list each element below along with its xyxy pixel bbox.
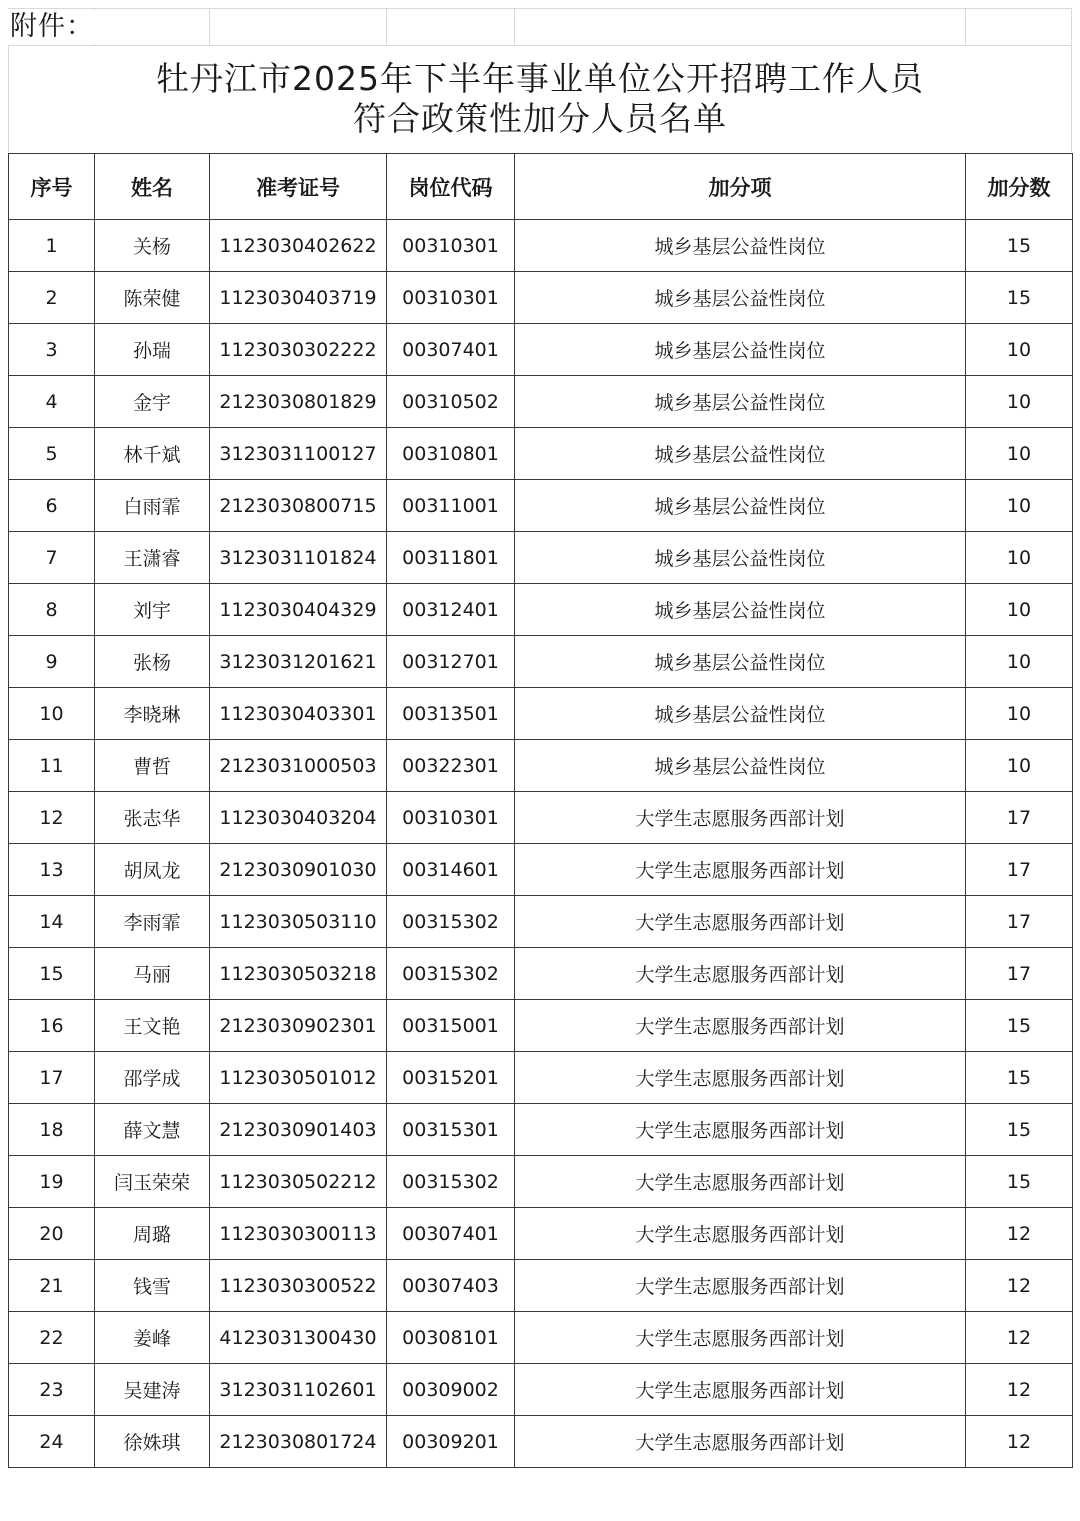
cell-exam-number: 1123030403719 — [210, 272, 387, 324]
cell-bonus-points: 17 — [966, 948, 1073, 1000]
cell-exam-number: 1123030404329 — [210, 584, 387, 636]
cell-bonus-item: 大学生志愿服务西部计划 — [515, 1156, 966, 1208]
header-bonus-points: 加分数 — [966, 154, 1073, 220]
cell-name: 关杨 — [95, 220, 210, 272]
cell-exam-number: 1123030402622 — [210, 220, 387, 272]
cell-bonus-points: 17 — [966, 792, 1073, 844]
cell-name: 马丽 — [95, 948, 210, 1000]
cell-bonus-item: 城乡基层公益性岗位 — [515, 688, 966, 740]
cell-post-code: 00308101 — [387, 1312, 515, 1364]
table-row — [9, 1416, 1073, 1468]
table-row — [9, 272, 1073, 324]
cell-name: 林千斌 — [95, 428, 210, 480]
cell-name: 李晓琳 — [95, 688, 210, 740]
table-row — [9, 1156, 1073, 1208]
header-name: 姓名 — [95, 154, 210, 220]
cell-bonus-points: 17 — [966, 896, 1073, 948]
cell-post-code: 00312401 — [387, 584, 515, 636]
cell-bonus-item: 大学生志愿服务西部计划 — [515, 1104, 966, 1156]
page-title: 牡丹江市2025年下半年事业单位公开招聘工作人员 — [156, 59, 924, 98]
cell-bonus-points: 15 — [966, 1052, 1073, 1104]
table-row — [9, 584, 1073, 636]
cell-post-code: 00307401 — [387, 324, 515, 376]
table-row — [9, 1104, 1073, 1156]
cell-bonus-points: 10 — [966, 740, 1073, 792]
table-row — [9, 1364, 1073, 1416]
cell-serial: 5 — [9, 428, 95, 480]
cell-serial: 12 — [9, 792, 95, 844]
page-subtitle: 符合政策性加分人员名单 — [353, 99, 727, 138]
cell-bonus-item: 大学生志愿服务西部计划 — [515, 1208, 966, 1260]
cell-bonus-points: 15 — [966, 272, 1073, 324]
cell-name: 王潇睿 — [95, 532, 210, 584]
cell-exam-number: 4123031300430 — [210, 1312, 387, 1364]
cell-post-code: 00322301 — [387, 740, 515, 792]
table-row — [9, 1312, 1073, 1364]
cell-serial: 4 — [9, 376, 95, 428]
header-bonus-item: 加分项 — [515, 154, 966, 220]
cell-name: 胡凤龙 — [95, 844, 210, 896]
cell-exam-number: 1123030403301 — [210, 688, 387, 740]
cell-name: 李雨霏 — [95, 896, 210, 948]
cell-post-code: 00310301 — [387, 220, 515, 272]
cell-serial: 10 — [9, 688, 95, 740]
cell-bonus-item: 大学生志愿服务西部计划 — [515, 1364, 966, 1416]
table-row — [9, 844, 1073, 896]
cell-name: 周璐 — [95, 1208, 210, 1260]
cell-serial: 18 — [9, 1104, 95, 1156]
cell-post-code: 00314601 — [387, 844, 515, 896]
cell-exam-number: 2123030801724 — [210, 1416, 387, 1468]
cell-bonus-item: 城乡基层公益性岗位 — [515, 480, 966, 532]
cell-post-code: 00311001 — [387, 480, 515, 532]
table-header-row — [9, 154, 1073, 220]
cell-serial: 24 — [9, 1416, 95, 1468]
cell-serial: 8 — [9, 584, 95, 636]
cell-bonus-points: 12 — [966, 1416, 1073, 1468]
cell-exam-number: 1123030300113 — [210, 1208, 387, 1260]
cell-exam-number: 1123030302222 — [210, 324, 387, 376]
cell-name: 白雨霏 — [95, 480, 210, 532]
cell-exam-number: 1123030300522 — [210, 1260, 387, 1312]
cell-bonus-item: 城乡基层公益性岗位 — [515, 220, 966, 272]
table-row — [9, 948, 1073, 1000]
table-row — [9, 532, 1073, 584]
cell-bonus-points: 10 — [966, 324, 1073, 376]
cell-serial: 15 — [9, 948, 95, 1000]
cell-bonus-item: 大学生志愿服务西部计划 — [515, 1312, 966, 1364]
cell-post-code: 00315302 — [387, 896, 515, 948]
cell-serial: 22 — [9, 1312, 95, 1364]
cell-name: 吴建涛 — [95, 1364, 210, 1416]
table-row — [9, 376, 1073, 428]
cell-bonus-item: 城乡基层公益性岗位 — [515, 584, 966, 636]
cell-name: 姜峰 — [95, 1312, 210, 1364]
cell-name: 徐姝琪 — [95, 1416, 210, 1468]
cell-name: 闫玉荣荣 — [95, 1156, 210, 1208]
cell-post-code: 00307403 — [387, 1260, 515, 1312]
cell-bonus-item: 城乡基层公益性岗位 — [515, 376, 966, 428]
cell-bonus-item: 城乡基层公益性岗位 — [515, 740, 966, 792]
table-row — [9, 688, 1073, 740]
table-row — [9, 1000, 1073, 1052]
cell-exam-number: 2123030901030 — [210, 844, 387, 896]
cell-exam-number: 3123031102601 — [210, 1364, 387, 1416]
cell-post-code: 00315001 — [387, 1000, 515, 1052]
table-row — [9, 636, 1073, 688]
table-row — [9, 1208, 1073, 1260]
cell-bonus-item: 城乡基层公益性岗位 — [515, 532, 966, 584]
cell-name: 张杨 — [95, 636, 210, 688]
cell-exam-number: 2123031000503 — [210, 740, 387, 792]
cell-name: 陈荣健 — [95, 272, 210, 324]
cell-serial: 9 — [9, 636, 95, 688]
cell-bonus-item: 城乡基层公益性岗位 — [515, 272, 966, 324]
table-row — [9, 792, 1073, 844]
cell-bonus-item: 大学生志愿服务西部计划 — [515, 1000, 966, 1052]
cell-serial: 23 — [9, 1364, 95, 1416]
cell-post-code: 00315301 — [387, 1104, 515, 1156]
cell-bonus-item: 大学生志愿服务西部计划 — [515, 792, 966, 844]
cell-bonus-points: 12 — [966, 1364, 1073, 1416]
cell-serial: 20 — [9, 1208, 95, 1260]
title-block — [8, 46, 1072, 152]
cell-bonus-item: 城乡基层公益性岗位 — [515, 324, 966, 376]
cell-exam-number: 1123030501012 — [210, 1052, 387, 1104]
cell-serial: 14 — [9, 896, 95, 948]
spreadsheet-gridlines — [8, 8, 1072, 46]
cell-post-code: 00315201 — [387, 1052, 515, 1104]
cell-bonus-item: 大学生志愿服务西部计划 — [515, 1416, 966, 1468]
cell-bonus-points: 15 — [966, 1156, 1073, 1208]
cell-bonus-points: 15 — [966, 1000, 1073, 1052]
cell-bonus-points: 10 — [966, 480, 1073, 532]
cell-post-code: 00309002 — [387, 1364, 515, 1416]
cell-post-code: 00312701 — [387, 636, 515, 688]
cell-bonus-item: 大学生志愿服务西部计划 — [515, 896, 966, 948]
table-row — [9, 1052, 1073, 1104]
cell-post-code: 00310801 — [387, 428, 515, 480]
cell-exam-number: 3123031100127 — [210, 428, 387, 480]
cell-bonus-points: 10 — [966, 428, 1073, 480]
cell-bonus-points: 10 — [966, 532, 1073, 584]
cell-bonus-item: 大学生志愿服务西部计划 — [515, 844, 966, 896]
cell-bonus-item: 大学生志愿服务西部计划 — [515, 1260, 966, 1312]
cell-serial: 3 — [9, 324, 95, 376]
cell-post-code: 00315302 — [387, 1156, 515, 1208]
header-serial: 序号 — [9, 154, 95, 220]
cell-post-code: 00309201 — [387, 1416, 515, 1468]
cell-exam-number: 1123030503110 — [210, 896, 387, 948]
header-post-code: 岗位代码 — [387, 154, 515, 220]
cell-name: 曹哲 — [95, 740, 210, 792]
table-row — [9, 740, 1073, 792]
cell-exam-number: 3123031101824 — [210, 532, 387, 584]
cell-post-code: 00315302 — [387, 948, 515, 1000]
cell-post-code: 00310301 — [387, 792, 515, 844]
table-row — [9, 428, 1073, 480]
cell-exam-number: 3123031201621 — [210, 636, 387, 688]
cell-post-code: 00307401 — [387, 1208, 515, 1260]
cell-bonus-points: 10 — [966, 636, 1073, 688]
cell-exam-number: 2123030800715 — [210, 480, 387, 532]
cell-bonus-points: 12 — [966, 1208, 1073, 1260]
cell-bonus-points: 10 — [966, 584, 1073, 636]
cell-bonus-points: 10 — [966, 376, 1073, 428]
cell-exam-number: 1123030503218 — [210, 948, 387, 1000]
cell-serial: 1 — [9, 220, 95, 272]
cell-bonus-item: 大学生志愿服务西部计划 — [515, 948, 966, 1000]
table-row — [9, 324, 1073, 376]
cell-serial: 21 — [9, 1260, 95, 1312]
cell-name: 张志华 — [95, 792, 210, 844]
cell-serial: 19 — [9, 1156, 95, 1208]
cell-post-code: 00311801 — [387, 532, 515, 584]
bonus-points-table — [8, 153, 1073, 1468]
cell-post-code: 00310502 — [387, 376, 515, 428]
cell-serial: 16 — [9, 1000, 95, 1052]
cell-name: 王文艳 — [95, 1000, 210, 1052]
cell-bonus-points: 12 — [966, 1260, 1073, 1312]
cell-name: 钱雪 — [95, 1260, 210, 1312]
cell-serial: 7 — [9, 532, 95, 584]
cell-name: 薛文慧 — [95, 1104, 210, 1156]
cell-bonus-item: 大学生志愿服务西部计划 — [515, 1052, 966, 1104]
cell-bonus-points: 12 — [966, 1312, 1073, 1364]
cell-exam-number: 2123030902301 — [210, 1000, 387, 1052]
header-exam-number: 准考证号 — [210, 154, 387, 220]
cell-post-code: 00313501 — [387, 688, 515, 740]
cell-serial: 13 — [9, 844, 95, 896]
attachment-label: 附件： — [10, 10, 98, 44]
cell-bonus-points: 15 — [966, 220, 1073, 272]
cell-post-code: 00310301 — [387, 272, 515, 324]
cell-bonus-points: 15 — [966, 1104, 1073, 1156]
cell-name: 邵学成 — [95, 1052, 210, 1104]
cell-exam-number: 2123030801829 — [210, 376, 387, 428]
cell-bonus-item: 城乡基层公益性岗位 — [515, 636, 966, 688]
table-row — [9, 1260, 1073, 1312]
cell-name: 金宇 — [95, 376, 210, 428]
cell-serial: 17 — [9, 1052, 95, 1104]
cell-serial: 11 — [9, 740, 95, 792]
cell-serial: 2 — [9, 272, 95, 324]
cell-exam-number: 1123030502212 — [210, 1156, 387, 1208]
cell-name: 孙瑞 — [95, 324, 210, 376]
cell-serial: 6 — [9, 480, 95, 532]
cell-bonus-item: 城乡基层公益性岗位 — [515, 428, 966, 480]
cell-bonus-points: 10 — [966, 688, 1073, 740]
cell-name: 刘宇 — [95, 584, 210, 636]
table-row — [9, 220, 1073, 272]
cell-bonus-points: 17 — [966, 844, 1073, 896]
cell-exam-number: 1123030403204 — [210, 792, 387, 844]
table-row — [9, 896, 1073, 948]
table-row — [9, 480, 1073, 532]
cell-exam-number: 2123030901403 — [210, 1104, 387, 1156]
